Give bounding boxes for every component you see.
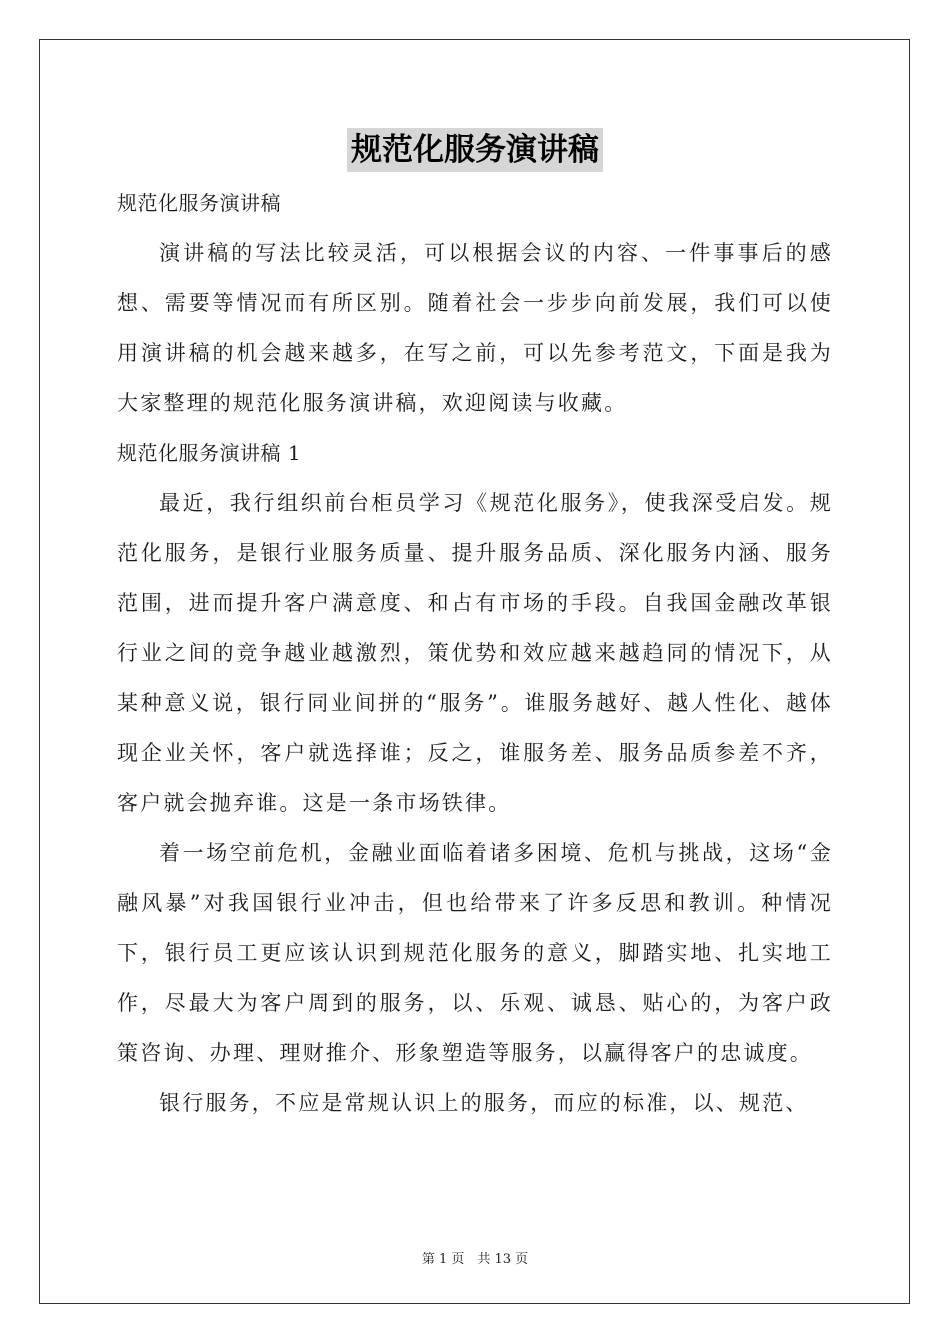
intro-paragraph: 演讲稿的写法比较灵活，可以根据会议的内容、一件事事后的感想、需要等情况而有所区别。随着社会一步步向前发展，我们可以使用演讲稿的机会越来越多，在写之前，可以先参考范文，下面是我为大家整理的规范化服务演讲稿，欢迎阅读与收藏。 [117, 241, 833, 415]
section-heading: 规范化服务演讲稿 1 [117, 441, 302, 465]
title-container [0, 128, 950, 172]
document-subtitle: 规范化服务演讲稿 [117, 191, 281, 215]
document-title: 规范化服务演讲稿 [347, 128, 603, 172]
body-paragraph: 着一场空前危机，金融业面临着诸多困境、危机与挑战，这场“金融风暴”对我国银行业冲击，但也给带来了许多反思和教训。种情况下，银行员工更应该认识到规范化服务的意义，脚踏实地、扎实地工作，尽最大为客户周到的服务，以、乐观、诚恳、贴心的，为客户政策咨询、办理、理财推介、形象塑造等服务，以赢得客户的忠诚度。 [117, 841, 833, 1065]
page-number: 第 1 页 共 13 页 [421, 1252, 529, 1267]
body-paragraph: 最近，我行组织前台柜员学习《规范化服务》，使我深受启发。规范化服务，是银行业服务质量、提升服务品质、深化服务内涵、服务范围，进而提升客户满意度、和占有市场的手段。自我国金融改革银行业之间的竞争越业越激烈，策优势和效应越来越趋同的情况下，从某种意义说，银行同业间拼的“服务”。谁服务越好、越人性化、越体现企业关怀，客户就选择谁；反之，谁服务差、服务品质参差不齐，客户就会抛弃谁。这是一条市场铁律。 [117, 491, 833, 815]
document-body [117, 178, 833, 1128]
body-paragraph: 银行服务，不应是常规认识上的服务，而应的标准，以、规范、 [159, 1091, 809, 1115]
